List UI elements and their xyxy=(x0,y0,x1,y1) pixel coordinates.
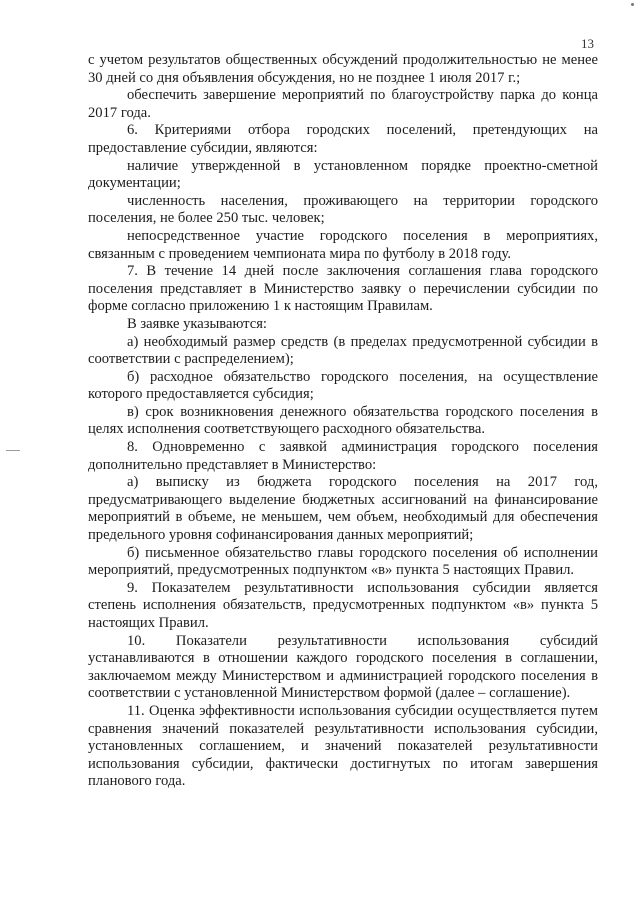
paragraph-item-6: 6. Критериями отбора городских поселений, претендующих на предоставление субсидии, являются: xyxy=(88,122,598,156)
paragraph-item-8-a: а) выписку из бюджета городского поселения на 2017 год, предусматривающего выделение бюджетных ассигнований на финансирование мероприятий в объеме, не меньшем, чем объем, необходимый для обеспечения предельного уровня софинансирования данных мероприятий; xyxy=(88,474,598,544)
paragraph-subitem-b: б) расходное обязательство городского поселения, на осуществление которого предоставляется субсидия; xyxy=(88,368,598,403)
margin-mark xyxy=(6,450,20,451)
paragraph-item-7: 7. В течение 14 дней после заключения соглашения глава городского поселения представляет в Министерство заявку о перечислении субсидии по форме согласно приложению 1 к настоящим Правилам. xyxy=(88,263,598,315)
paragraph-item-8-b: б) письменное обязательство главы городского поселения об исполнении мероприятий, предусмотренных подпунктом «в» пункта 5 настоящих Правил. xyxy=(88,544,598,579)
paragraph-subitem-v: в) срок возникновения денежного обязательства городского поселения в целях исполнения соответствующего расходного обязательства. xyxy=(88,403,598,438)
paragraph-criterion-world-cup: непосредственное участие городского поселения в мероприятиях, связанным с проведением чемпионата мира по футболу в 2018 году. xyxy=(88,227,598,262)
paragraph-item-9: 9. Показателем результативности использования субсидии является степень исполнения обязательств, предусмотренных подпунктом «в» пункта 5 настоящих Правил. xyxy=(88,579,598,631)
paragraph-criterion-population: численность населения, проживающего на территории городского поселения, не более 250 тыс. человек; xyxy=(88,192,598,227)
document-body xyxy=(88,52,598,791)
paragraph-subitem-a: а) необходимый размер средств (в пределах предусмотренной субсидии в соответствии с распределением); xyxy=(88,333,598,368)
paragraph-continuation: с учетом результатов общественных обсуждений продолжительностью не менее 30 дней со дня объявления обсуждения, но не позднее 1 июля 2017 г.; xyxy=(88,52,598,86)
paragraph-item-8: 8. Одновременно с заявкой администрация городского поселения дополнительно представляет в Министерство: xyxy=(88,439,598,473)
paragraph-item-10: 10. Показатели результативности использования субсидий устанавливаются в отношении каждого городского поселения в соглашении, заключаемом между Министерством и администрацией городского поселения в соответствии с установленной Министерством формой (далее – соглашение). xyxy=(88,632,598,702)
paragraph-park-completion: обеспечить завершение мероприятий по благоустройству парка до конца 2017 года. xyxy=(88,87,598,121)
scan-artifact-mark xyxy=(631,3,634,6)
page-number: 13 xyxy=(581,36,594,51)
paragraph-criterion-documentation: наличие утвержденной в установленном порядке проектно-сметной документации; xyxy=(88,157,598,192)
paragraph-item-11: 11. Оценка эффективности использования субсидии осуществляется путем сравнения значений показателей результативности использования субсидии, установленных соглашением, и значений показателей результативности использования субсидии, фактически достигнутых по итогам завершения планового года. xyxy=(88,702,598,790)
paragraph-application-contents: В заявке указываются: xyxy=(127,315,267,332)
